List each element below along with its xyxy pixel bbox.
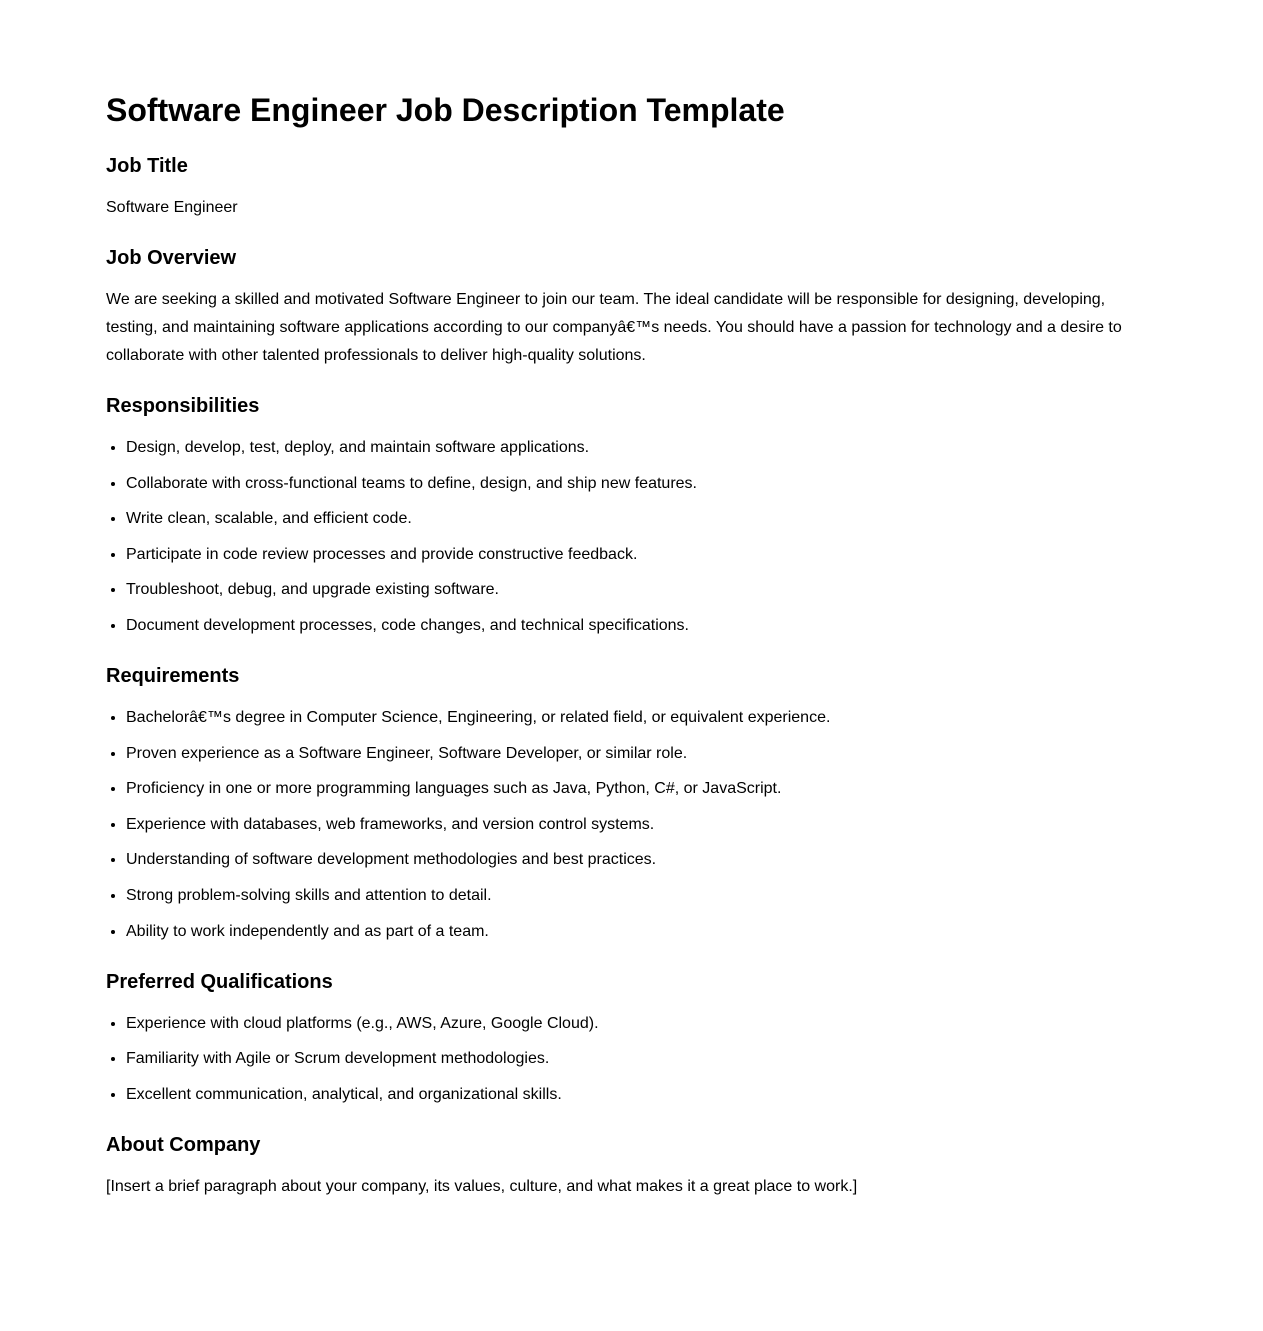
section-heading-about: About Company [106, 1133, 261, 1156]
overview-text: We are seeking a skilled and motivated Software Engineer to join our team. The ideal candidate will be responsible for designing, developing, testing, and maintaining software applications according to our companyâ€™s needs. You should have a passion for technology and a desire to collaborate with other talented professionals to deliver high-quality solutions. [106, 291, 1122, 364]
list-item: • Write clean, scalable, and efficient code. [126, 505, 1146, 533]
section-heading-overview: Job Overview [106, 247, 237, 269]
page-title: Software Engineer Job Description Template [106, 92, 785, 128]
list-item: • Strong problem-solving skills and attention to detail. [126, 882, 1146, 910]
list-item: • Excellent communication, analytical, and organizational skills. [126, 1081, 1146, 1109]
list-item: • Proven experience as a Software Engineer, Software Developer, or similar role. [126, 740, 1146, 768]
list-item: • Collaborate with cross-functional teams to define, design, and ship new features. [126, 470, 1146, 498]
list-item: • Experience with databases, web frameworks, and version control systems. [126, 811, 1146, 839]
section-heading-job-title: Job Title [106, 155, 188, 177]
list-item: • Understanding of software development methodologies and best practices. [126, 846, 1146, 874]
list-item: • Troubleshoot, debug, and upgrade existing software. [126, 576, 1146, 604]
list-item: • Experience with cloud platforms (e.g., AWS, Azure, Google Cloud). [126, 1010, 1146, 1038]
section-heading-requirements: Requirements [106, 664, 240, 687]
list-item: • Familiarity with Agile or Scrum development methodologies. [126, 1045, 1146, 1073]
job-title-text: Software Engineer [106, 199, 238, 216]
list-item: • Proficiency in one or more programming languages such as Java, Python, C#, or JavaScript. [126, 775, 1146, 803]
about-text: [Insert a brief paragraph about your company, its values, culture, and what makes it a great place to work.] [106, 1177, 858, 1195]
list-item: • Document development processes, code changes, and technical specifications. [126, 612, 1146, 640]
list-item: • Ability to work independently and as part of a team. [126, 918, 1146, 946]
section-heading-preferred: Preferred Qualifications [106, 970, 333, 993]
list-item: • Design, develop, test, deploy, and maintain software applications. [126, 434, 1146, 462]
preferred-list [106, 1010, 1146, 1109]
list-item: • Participate in code review processes and provide constructive feedback. [126, 541, 1146, 569]
responsibilities-list [106, 434, 1146, 640]
requirements-list [106, 704, 1146, 946]
section-heading-responsibilities: Responsibilities [106, 395, 260, 417]
list-item: • Bachelorâ€™s degree in Computer Science, Engineering, or related field, or equivalent experience. [126, 704, 1146, 732]
